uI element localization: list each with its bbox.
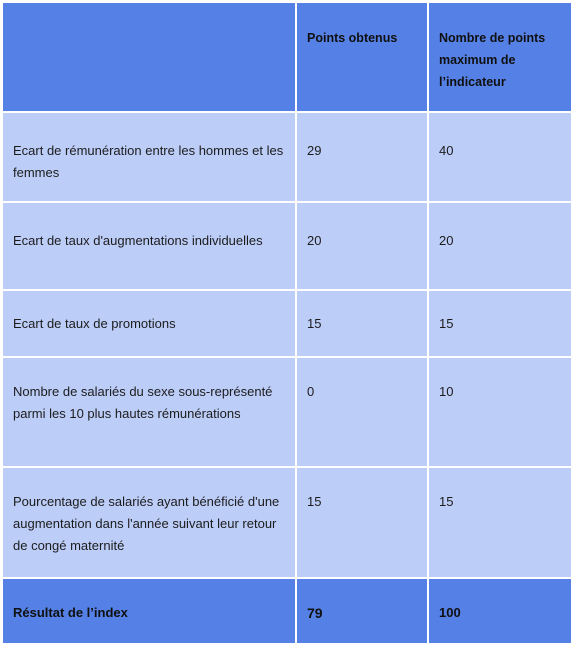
indicator-cell: Ecart de taux d'augmentations individuelles bbox=[2, 202, 296, 290]
max-points-cell: 15 bbox=[428, 290, 572, 357]
points-cell: 20 bbox=[296, 202, 428, 290]
points-cell: 0 bbox=[296, 357, 428, 467]
table-row bbox=[2, 357, 572, 467]
max-points-cell: 10 bbox=[428, 357, 572, 467]
max-points-cell: 15 bbox=[428, 467, 572, 578]
header-cell-indicator bbox=[2, 2, 296, 112]
points-cell: 15 bbox=[296, 290, 428, 357]
indicator-cell: Pourcentage de salariés ayant bénéficié d'une augmentation dans l'année suivant leur retour de congé maternité bbox=[2, 467, 296, 578]
table-header-row bbox=[2, 2, 572, 112]
total-points-cell: 79 bbox=[296, 578, 428, 644]
table-row bbox=[2, 202, 572, 290]
max-points-cell: 40 bbox=[428, 112, 572, 202]
table-row bbox=[2, 290, 572, 357]
total-row bbox=[2, 578, 572, 644]
indicator-cell: Ecart de taux de promotions bbox=[2, 290, 296, 357]
header-cell-max: Nombre de points maximum de l’indicateur bbox=[428, 2, 572, 112]
points-cell: 15 bbox=[296, 467, 428, 578]
points-cell: 29 bbox=[296, 112, 428, 202]
total-max-cell: 100 bbox=[428, 578, 572, 644]
indicator-cell: Nombre de salariés du sexe sous-représenté parmi les 10 plus hautes rémunérations bbox=[2, 357, 296, 467]
table-row bbox=[2, 467, 572, 578]
max-points-cell: 20 bbox=[428, 202, 572, 290]
indicator-cell: Ecart de rémunération entre les hommes et les femmes bbox=[2, 112, 296, 202]
total-label-cell: Résultat de l’index bbox=[2, 578, 296, 644]
index-results-table bbox=[1, 1, 573, 645]
table-row bbox=[2, 112, 572, 202]
header-cell-points: Points obtenus bbox=[296, 2, 428, 112]
